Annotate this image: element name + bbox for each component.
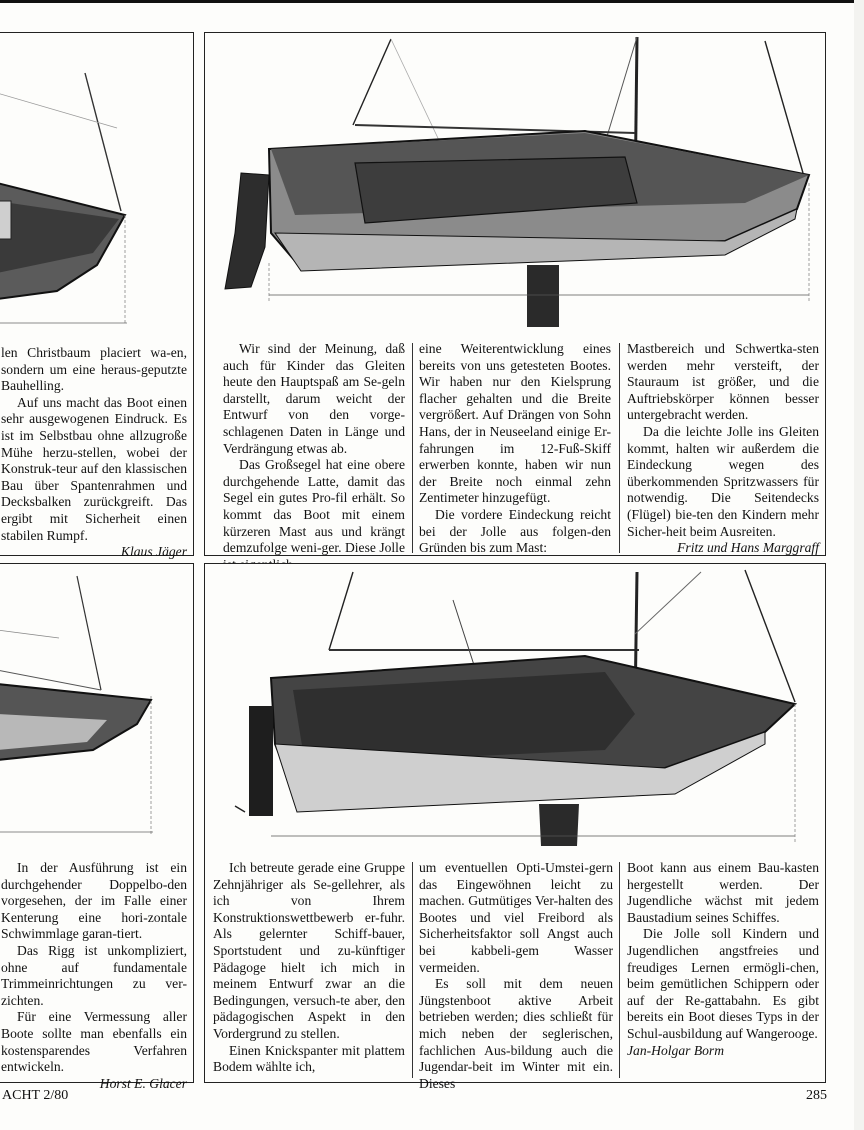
paragraph: Wir sind der Meinung, daß auch für Kinder das Gleiten heute den Hauptspaß am Se-geln darstellt, darum weicht der Entwurf von den vorge-schlagenen Daten in Länge und Verdrängung etwas ab. [223,341,405,456]
paragraph: Das Großsegel hat eine obere durchgehende Latte, damit das Segel ein gutes Pro-fil erhält. So kommt das Boot mit einem kürzeren Mast aus und krängt demzufolge weni-ger. Diese Jolle [223,457,405,556]
paragraph: Auf uns macht das Boot einen sehr ausgewogenen Eindruck. Es ist im Selbstbau ohne allzugroße Mühe herzu-stellen, wobei der Konstruk-teur auf den klassischen Bau über Spantenrahmen und Decksbalken zurückgreift. Das ergibt mit Sicherheit einen stabilen Rumpf. [1,394,187,543]
boat-illustration-bottom-left [0,564,193,854]
text-column-1 [223,341,405,556]
paragraph: Einen Knickspanter mit plattem Bodem wählte ich, [213,1042,405,1075]
paragraph: um eventuellen Opti-Umstei-gern das Eingewöhnen leicht zu machen. Gutmütiges Ver-halten des Bootes und viel Freibord als Sicherheitsfaktor soll Angst auch bei kabbeli-gem Wasser vermeiden. [419,860,613,975]
text-column-2 [419,341,611,556]
panel-bottom-left [0,563,194,1091]
paragraph: eine Weiterentwicklung eines bereits von uns getesteten Bootes. Wir haben nur den Kielsprung flacher gehalten und die Breite vergrößert. Auf Drängen von Sohn Hans, der in Neuseeland einige Er-fahrungen im 12-Fuß-Skiff erwerben konnte, haben wir nun der Breite noch einmal zehn Zentimeter hinzugefügt. [419,341,611,506]
panel-bottom-right [204,563,826,1091]
paragraph: len Christbaum placiert wa-en, sondern um eine heraus-geputzte Bauhelling. [1,345,187,394]
paragraph: Die Jolle soll Kindern und Jugendlichen angstfreies und freudiges Lernen ermögli-chen, beim gemütlichen Schippern oder auf der Re-gattabahn. Es gibt bereits ein Boot dieses Typs in der Schul-ausbildung auf Wangerooge. [627,926,819,1041]
paragraph: Mastbereich und Schwertka-sten werden mehr versteift, der Stauraum ist größer, und die Auftriebskörper können besser untergebracht werden. [627,341,819,423]
author-signature: Horst E. Glacer [99,1075,187,1091]
author-signature: Klaus Jäger [120,544,187,560]
paragraph: Für eine Vermessung aller Boote sollte man ebenfalls ein kostensparendes Verfahren entwickeln. [1,1009,187,1075]
text-column-1 [213,860,405,1078]
text-column-bottom-left [1,860,187,1091]
boat-illustration-bottom-right [205,564,825,856]
page-top-rule [0,0,864,3]
text-column-3 [627,341,819,556]
column-divider [412,862,413,1078]
column-divider [412,343,413,553]
panel-top-left [0,32,194,560]
text-column-top-left [1,345,187,560]
text-column-3 [627,860,819,1078]
paragraph: Das Rigg ist unkompliziert, ohne auf fundamentale Trimmeinrichtungen zu ver-zichten. [1,942,187,1008]
column-divider [619,343,620,553]
paragraph: Boot kann aus einem Bau-kasten hergestellt werden. Der Jugendliche wächst mit jedem Baustadium seines Schiffes. [627,860,819,925]
paragraph: Da die leichte Jolle ins Gleiten kommt, halten wir außerdem die Eindeckung wegen des überkommenden Spritzwassers für notwendig. Die Seitendecks (Flügel) bie-ten den Kindern mehr Sicher-heit beim Ausreiten. [627,423,819,539]
panel-top-right [204,32,826,556]
footer-magazine-issue: ACHT 2/80 [2,1088,69,1103]
footer-page-number: 285 [806,1088,827,1103]
paragraph: Es soll mit dem neuen Jüngstenboot aktive Arbeit betrieben werden; dies schließt für mich neben der seglerischen, fachlichen Aus-bildung auch die Jugendar-beit im Winter mit ein. Dieses [419,976,613,1091]
paragraph: Die vordere Eindeckung reicht bei der Jolle aus folgen-den Gründen bis zum Mast: [419,506,611,556]
page-edge-shadow [854,0,864,1130]
text-column-2 [419,860,613,1091]
paragraph: Ich betreute gerade eine Gruppe Zehnjähriger als Se-gellehrer, als ich von Ihrem Konstruktionswettbewerb er-fuhr. Als gelernter Schiff-bauer, Sportstudent und zu-künftiger Pädagoge hielt ich mich in meinem Entwurf zwar an die Bedingungen, versuch-te aber, den pädagogischen Aspekt in den Vordergrund zu stellen. [213,860,405,1041]
boat-illustration-top-left [0,33,193,343]
author-signature: Jan-Holgar Borm [627,1042,725,1058]
paragraph: In der Ausführung ist ein durchgehender Doppelbo-den vorgesehen, der im Falle einer Kenterung eine hori-zontale Schwimmlage garan-tiert. [1,860,187,942]
author-signature: Fritz und Hans Marggraff [677,540,819,556]
column-divider [619,862,620,1078]
boat-illustration-top-right [205,33,825,343]
